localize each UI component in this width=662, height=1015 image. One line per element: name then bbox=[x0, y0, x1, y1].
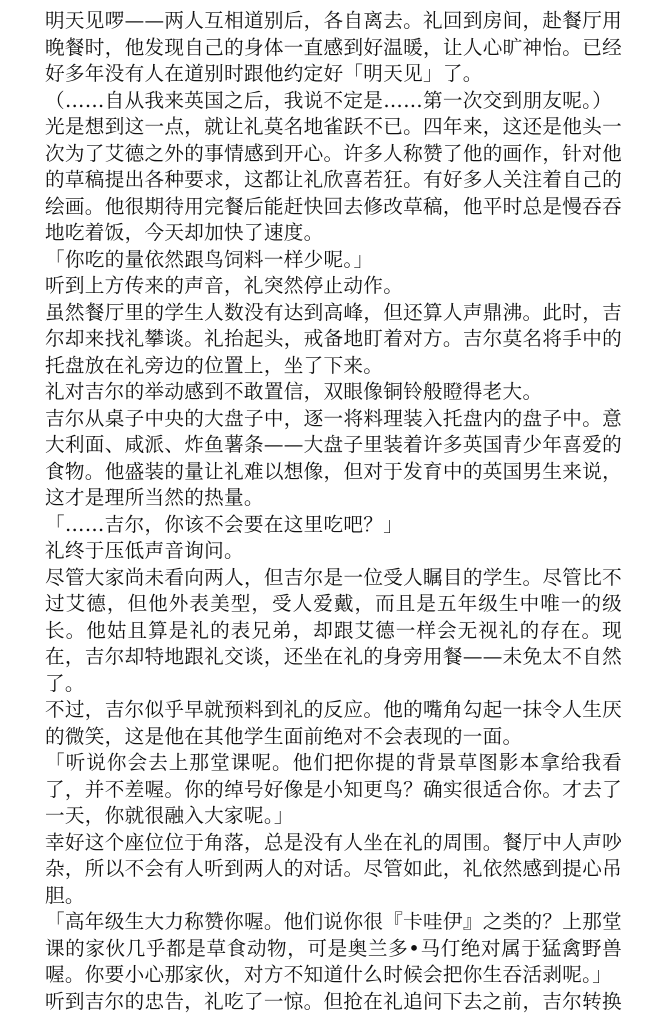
paragraph: 礼终于压低声音询问。 bbox=[45, 538, 622, 565]
paragraph: 尽管大家尚未看向两人，但吉尔是一位受人瞩目的学生。尽管比不过艾德，但他外表美型，受人爱戴，而且是五年级生中唯一的级长。他姑且算是礼的表兄弟，却跟艾德一样会无视礼的存在。现在，吉尔却特地跟礼交谈，还坐在礼的身旁用餐——未免太不自然了。 bbox=[45, 565, 622, 698]
paragraph: 光是想到这一点，就让礼莫名地雀跃不已。四年来，这还是他头一次为了艾德之外的事情感到开心。许多人称赞了他的画作，针对他的草稿提出各种要求，这都让礼欣喜若狂。有好多人关注着自己的绘画。他很期待用完餐后能赶快回去修改草稿，他平时总是慢吞吞地吃着饭，今天却加快了速度。 bbox=[45, 114, 622, 247]
paragraph: 「……吉尔，你该不会要在这里吃吧？」 bbox=[45, 512, 622, 539]
paragraph: 礼对吉尔的举动感到不敢置信，双眼像铜铃般瞪得老大。 bbox=[45, 379, 622, 406]
paragraph: 听到上方传来的声音，礼突然停止动作。 bbox=[45, 273, 622, 300]
paragraph: （……自从我来英国之后，我说不定是……第一次交到朋友呢。） bbox=[45, 88, 622, 115]
paragraph: 「听说你会去上那堂课呢。他们把你提的背景草图影本拿给我看了，并不差喔。你的绰号好像是小知更鸟？确实很适合你。才去了一天，你就很融入大家呢。」 bbox=[45, 750, 622, 830]
paragraph: 「你吃的量依然跟鸟饲料一样少呢。」 bbox=[45, 247, 622, 274]
paragraph: 明天见啰——两人互相道别后，各自离去。礼回到房间，赴餐厅用晚餐时，他发现自己的身体一直感到好温暖，让人心旷神怡。已经好多年没有人在道别时跟他约定好「明天见」了。 bbox=[45, 8, 622, 88]
paragraph: 「高年级生大力称赞你喔。他们说你很『卡哇伊』之类的？上那堂课的家伙几乎都是草食动物，可是奥兰多•马仃绝对属于猛禽野兽喔。你要小心那家伙，对方不知道什么时候会把你生吞活剥呢。」 bbox=[45, 909, 622, 989]
paragraph: 不过，吉尔似乎早就预料到礼的反应。他的嘴角勾起一抹令人生厌的微笑，这是他在其他学生面前绝对不会表现的一面。 bbox=[45, 697, 622, 750]
paragraph: 听到吉尔的忠告，礼吃了一惊。但抢在礼追问下去之前，吉尔转换 bbox=[45, 989, 622, 1015]
paragraph: 虽然餐厅里的学生人数没有达到高峰，但还算人声鼎沸。此时，吉尔却来找礼攀谈。礼抬起头，戒备地盯着对方。吉尔莫名将手中的托盘放在礼旁边的位置上，坐了下来。 bbox=[45, 300, 622, 380]
paragraph: 吉尔从桌子中央的大盘子中，逐一将料理装入托盘内的盘子中。意大利面、咸派、炸鱼薯条——大盘子里装着许多英国青少年喜爱的食物。他盛装的量让礼难以想像，但对于发育中的英国男生来说，这才是理所当然的热量。 bbox=[45, 406, 622, 512]
paragraph: 幸好这个座位位于角落，总是没有人坐在礼的周围。餐厅中人声吵杂，所以不会有人听到两人的对话。尽管如此，礼依然感到提心吊胆。 bbox=[45, 830, 622, 910]
